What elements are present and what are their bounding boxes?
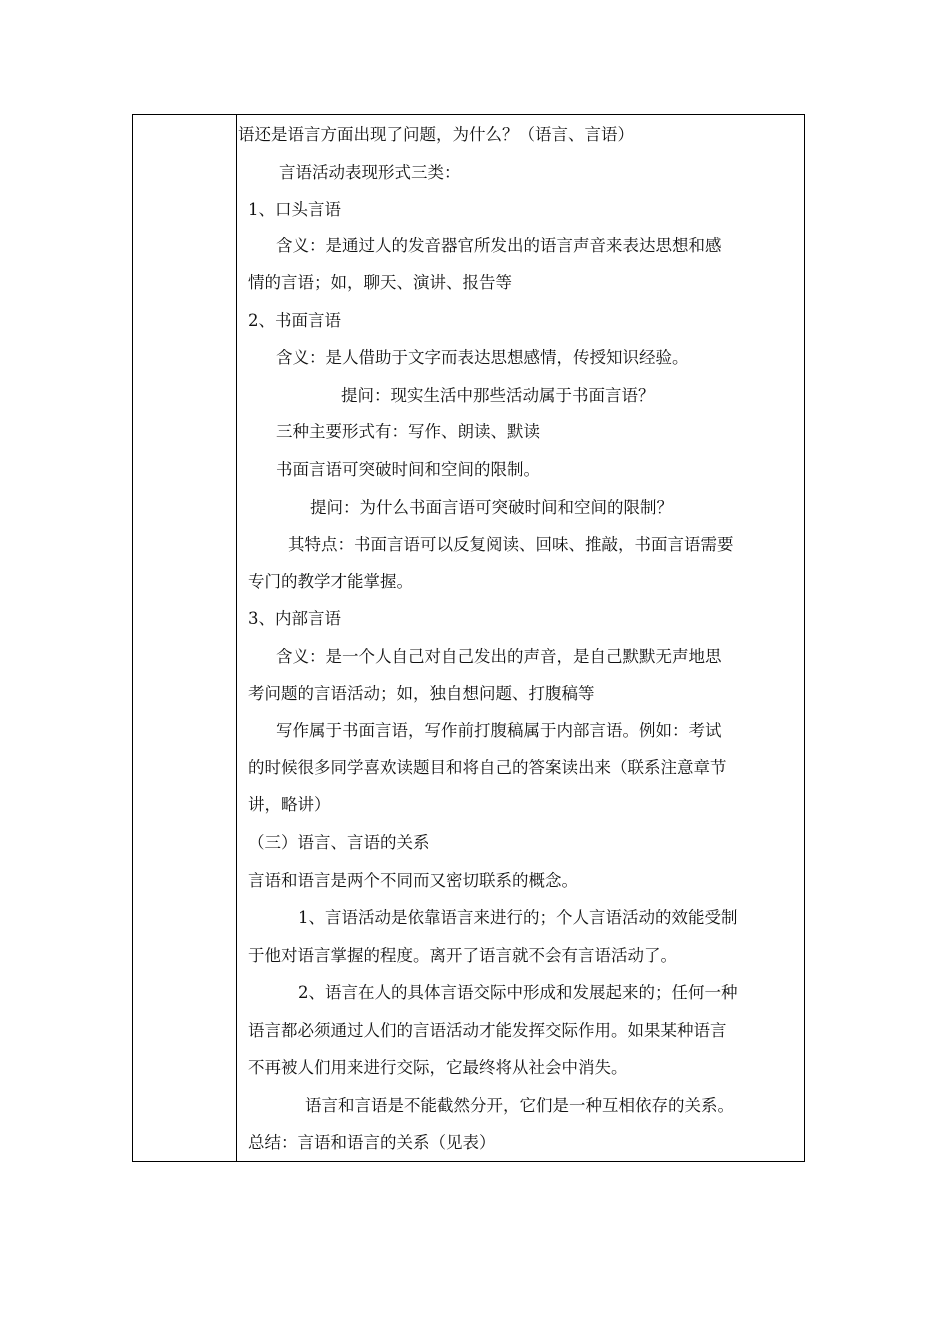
- text-line: 语言都必须通过人们的言语活动才能发挥交际作用。如果某种语言: [248, 1021, 727, 1040]
- text-line: 2、书面言语: [248, 311, 341, 330]
- text-line: 1、口头言语: [248, 200, 341, 219]
- text-line: 讲，略讲）: [248, 795, 331, 814]
- text-line: 提问：为什么书面言语可突破时间和空间的限制？: [310, 498, 673, 517]
- text-line: 写作属于书面言语，写作前打腹稿属于内部言语。例如：考试: [276, 721, 722, 740]
- content-cell: [238, 115, 804, 1161]
- text-line: 语言和言语是不能截然分开，它们是一种互相依存的关系。: [305, 1096, 734, 1115]
- text-line: 含义：是人借助于文字而表达思想感情，传授知识经验。: [276, 348, 689, 367]
- text-line: 提问：现实生活中那些活动属于书面言语？: [341, 386, 655, 405]
- text-line: 的时候很多同学喜欢读题目和将自己的答案读出来（联系注意章节: [248, 758, 727, 777]
- text-line: 1、言语活动是依靠语言来进行的；个人言语活动的效能受制: [298, 908, 738, 927]
- text-line: 书面言语可突破时间和空间的限制。: [276, 460, 540, 479]
- text-line: 情的言语；如，聊天、演讲、报告等: [248, 273, 512, 292]
- text-line: 其特点：书面言语可以反复阅读、回味、推敲，书面言语需要: [288, 535, 734, 554]
- lesson-table: [132, 114, 805, 1162]
- text-line: 专门的教学才能掌握。: [248, 572, 413, 591]
- text-line: 考问题的言语活动；如，独自想问题、打腹稿等: [248, 684, 595, 703]
- text-line: 于他对语言掌握的程度。离开了语言就不会有言语活动了。: [248, 946, 677, 965]
- text-line: 总结：言语和语言的关系（见表）: [248, 1133, 496, 1152]
- left-column-cell: [133, 115, 237, 1161]
- text-line: 言语活动表现形式三类：: [279, 163, 461, 182]
- text-line: 含义：是一个人自己对自己发出的声音，是自己默默无声地思: [276, 647, 722, 666]
- text-line: 3、内部言语: [248, 609, 341, 628]
- text-line: 语还是语言方面出现了问题，为什么？（语言、言语）: [238, 125, 634, 144]
- text-line: （三）语言、言语的关系: [248, 833, 430, 852]
- text-line: 不再被人们用来进行交际，它最终将从社会中消失。: [248, 1058, 628, 1077]
- text-line: 2、语言在人的具体言语交际中形成和发展起来的；任何一种: [298, 983, 738, 1002]
- text-line: 三种主要形式有：写作、朗读、默读: [276, 422, 540, 441]
- text-line: 言语和语言是两个不同而又密切联系的概念。: [248, 871, 578, 890]
- text-line: 含义：是通过人的发音器官所发出的语言声音来表达思想和感: [276, 236, 722, 255]
